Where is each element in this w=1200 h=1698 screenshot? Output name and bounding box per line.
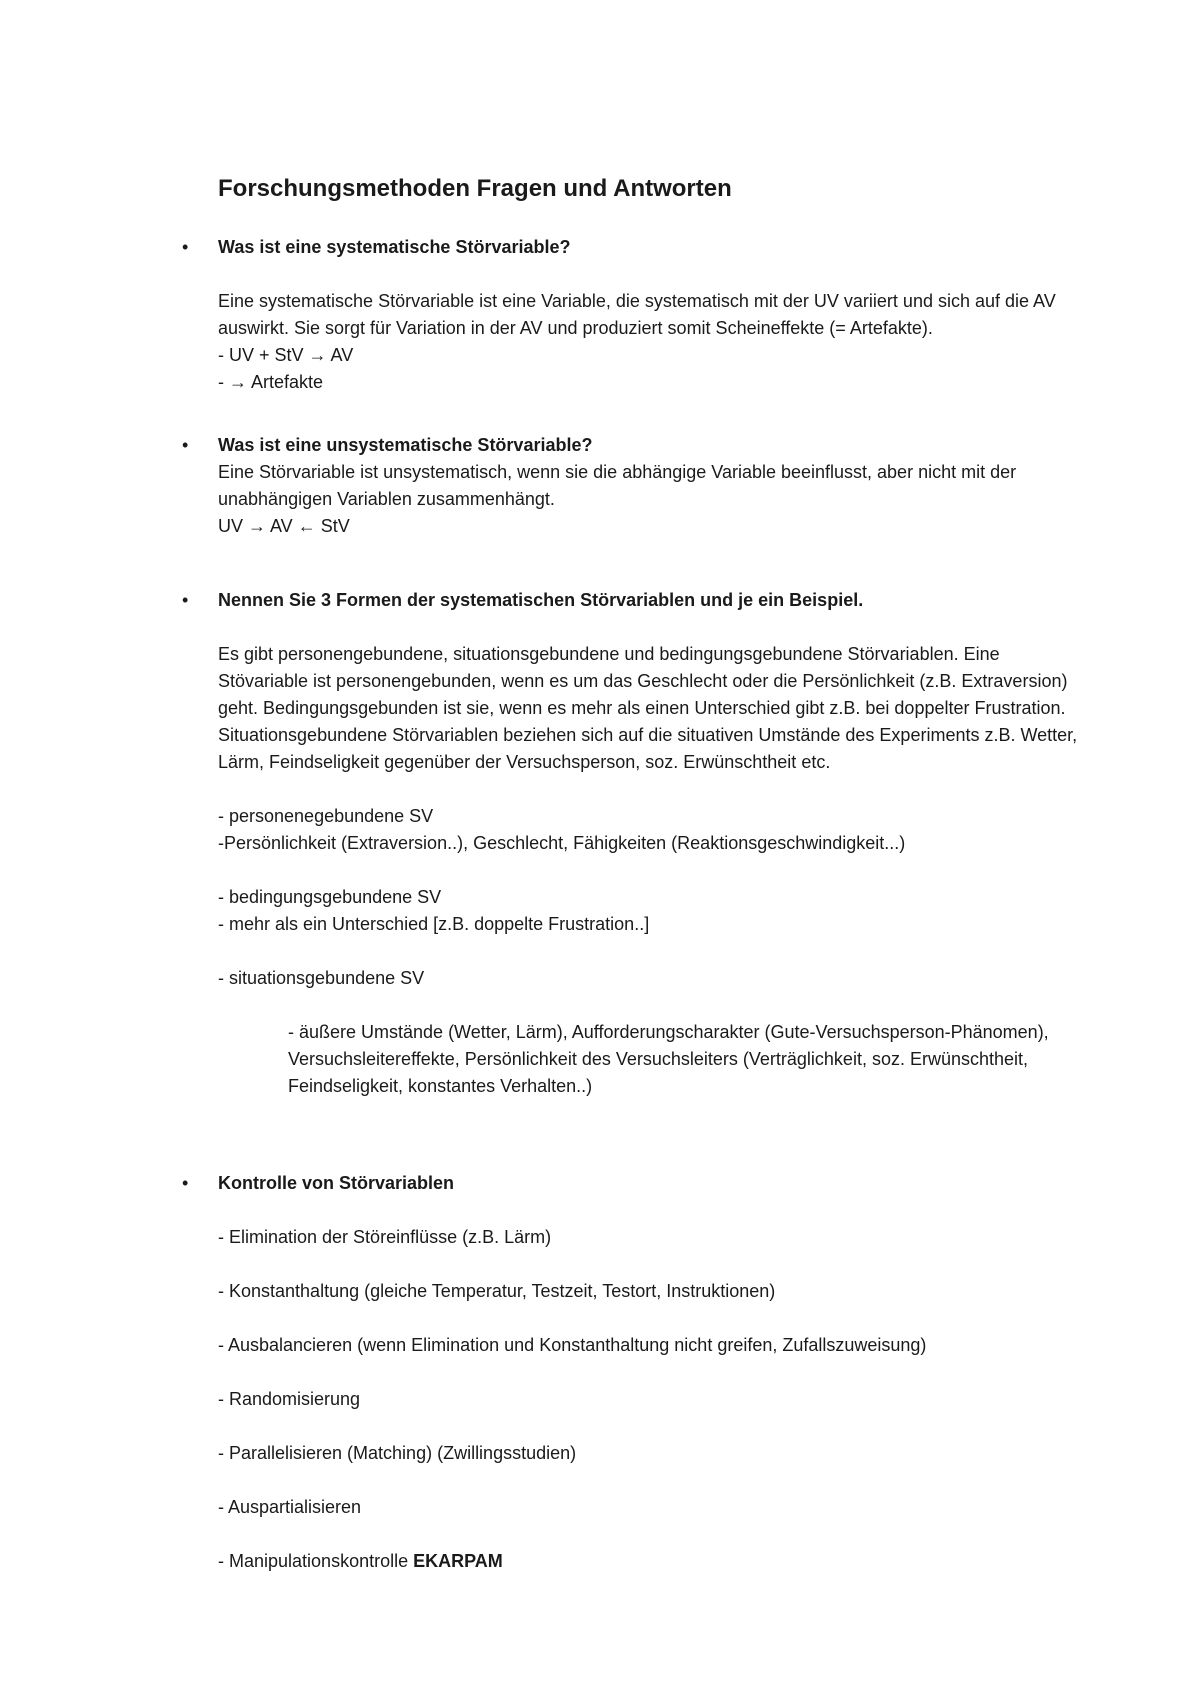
control-method-7 — [218, 1548, 1080, 1575]
question-4: Kontrolle von Störvariablen — [218, 1173, 455, 1193]
question-block-1 — [182, 234, 1080, 396]
question-3: Nennen Sie 3 Formen der systematischen Störvariablen und je ein Beispiel. — [218, 590, 864, 610]
question-2: Was ist eine unsystematische Störvariable? — [218, 435, 593, 455]
acronym: EKARPAM — [413, 1551, 503, 1571]
question-1: Was ist eine systematische Störvariable? — [218, 237, 571, 257]
control-method-4: - Randomisierung — [218, 1389, 361, 1409]
bullet: • — [182, 590, 189, 610]
condition-sv-heading: - bedingungsgebundene SV — [218, 887, 442, 907]
situation-sv-heading: - situationsgebundene SV — [218, 968, 425, 988]
answer-1-formula-2: - → Artefakte — [218, 372, 324, 392]
answer-3: Es gibt personengebundene, situationsgebundene und bedingungsgebundene Störvariablen. Eine Stövariable ist personengebunden, wenn es um das Geschlecht oder die Persönlichkeit (z.B. Extraversion) geht. Bedingungsgebunden ist sie, wenn es mehr als einen Unterschied gibt z.B. bei doppelter Frustration. Situationsgebundene Störvariablen beziehen sich auf die situativen Umstände des Experiments z.B. Wetter, Lärm, Feindseligkeit gegenüber der Versuchsperson, soz. Erwünschtheit etc. — [218, 644, 1078, 772]
question-block-4 — [182, 1170, 1080, 1575]
bullet: • — [182, 237, 189, 257]
question-block-2 — [182, 432, 1080, 540]
bullet: • — [182, 1173, 189, 1193]
page-title: Forschungsmethoden Fragen und Antworten — [218, 175, 732, 202]
control-method-7-label: - Manipulationskontrolle — [218, 1551, 409, 1571]
answer-1-formula-1: - UV + StV → AV — [218, 345, 354, 365]
condition-sv-detail: - mehr als ein Unterschied [z.B. doppelte Frustration..] — [218, 914, 650, 934]
control-method-3: - Ausbalancieren (wenn Elimination und Konstanthaltung nicht greifen, Zufallszuweisung) — [218, 1335, 927, 1355]
answer-1: Eine systematische Störvariable ist eine Variable, die systematisch mit der UV variiert und sich auf die AV auswirkt. Sie sorgt für Variation in der AV und produziert somit Scheineffekte (= Artefakte). — [218, 291, 1056, 338]
answer-2-formula: UV → AV ← StV — [218, 516, 350, 536]
control-method-1: - Elimination der Störeinflüsse (z.B. Lärm) — [218, 1227, 552, 1247]
control-method-5: - Parallelisieren (Matching) (Zwillingsstudien) — [218, 1443, 577, 1463]
person-sv-heading: - personenegebundene SV — [218, 806, 434, 826]
situation-sv-detail: - äußere Umstände (Wetter, Lärm), Aufforderungscharakter (Gute-Versuchsperson-Phänomen), Versuchsleitereffekte, Persönlichkeit des Versuchsleiters (Verträglichkeit, soz. Erwünschtheit, Feindseligkeit, konstantes Verhalten..) — [288, 1022, 1049, 1096]
control-method-2: - Konstanthaltung (gleiche Temperatur, Testzeit, Testort, Instruktionen) — [218, 1281, 776, 1301]
person-sv-detail: -Persönlichkeit (Extraversion..), Geschlecht, Fähigkeiten (Reaktionsgeschwindigkeit...) — [218, 833, 906, 853]
control-method-6: - Auspartialisieren — [218, 1497, 362, 1517]
bullet: • — [182, 435, 189, 455]
question-block-3 — [182, 587, 1080, 1100]
answer-2: Eine Störvariable ist unsystematisch, wenn sie die abhängige Variable beeinflusst, aber nicht mit der unabhängigen Variablen zusammenhängt. — [218, 462, 1017, 509]
